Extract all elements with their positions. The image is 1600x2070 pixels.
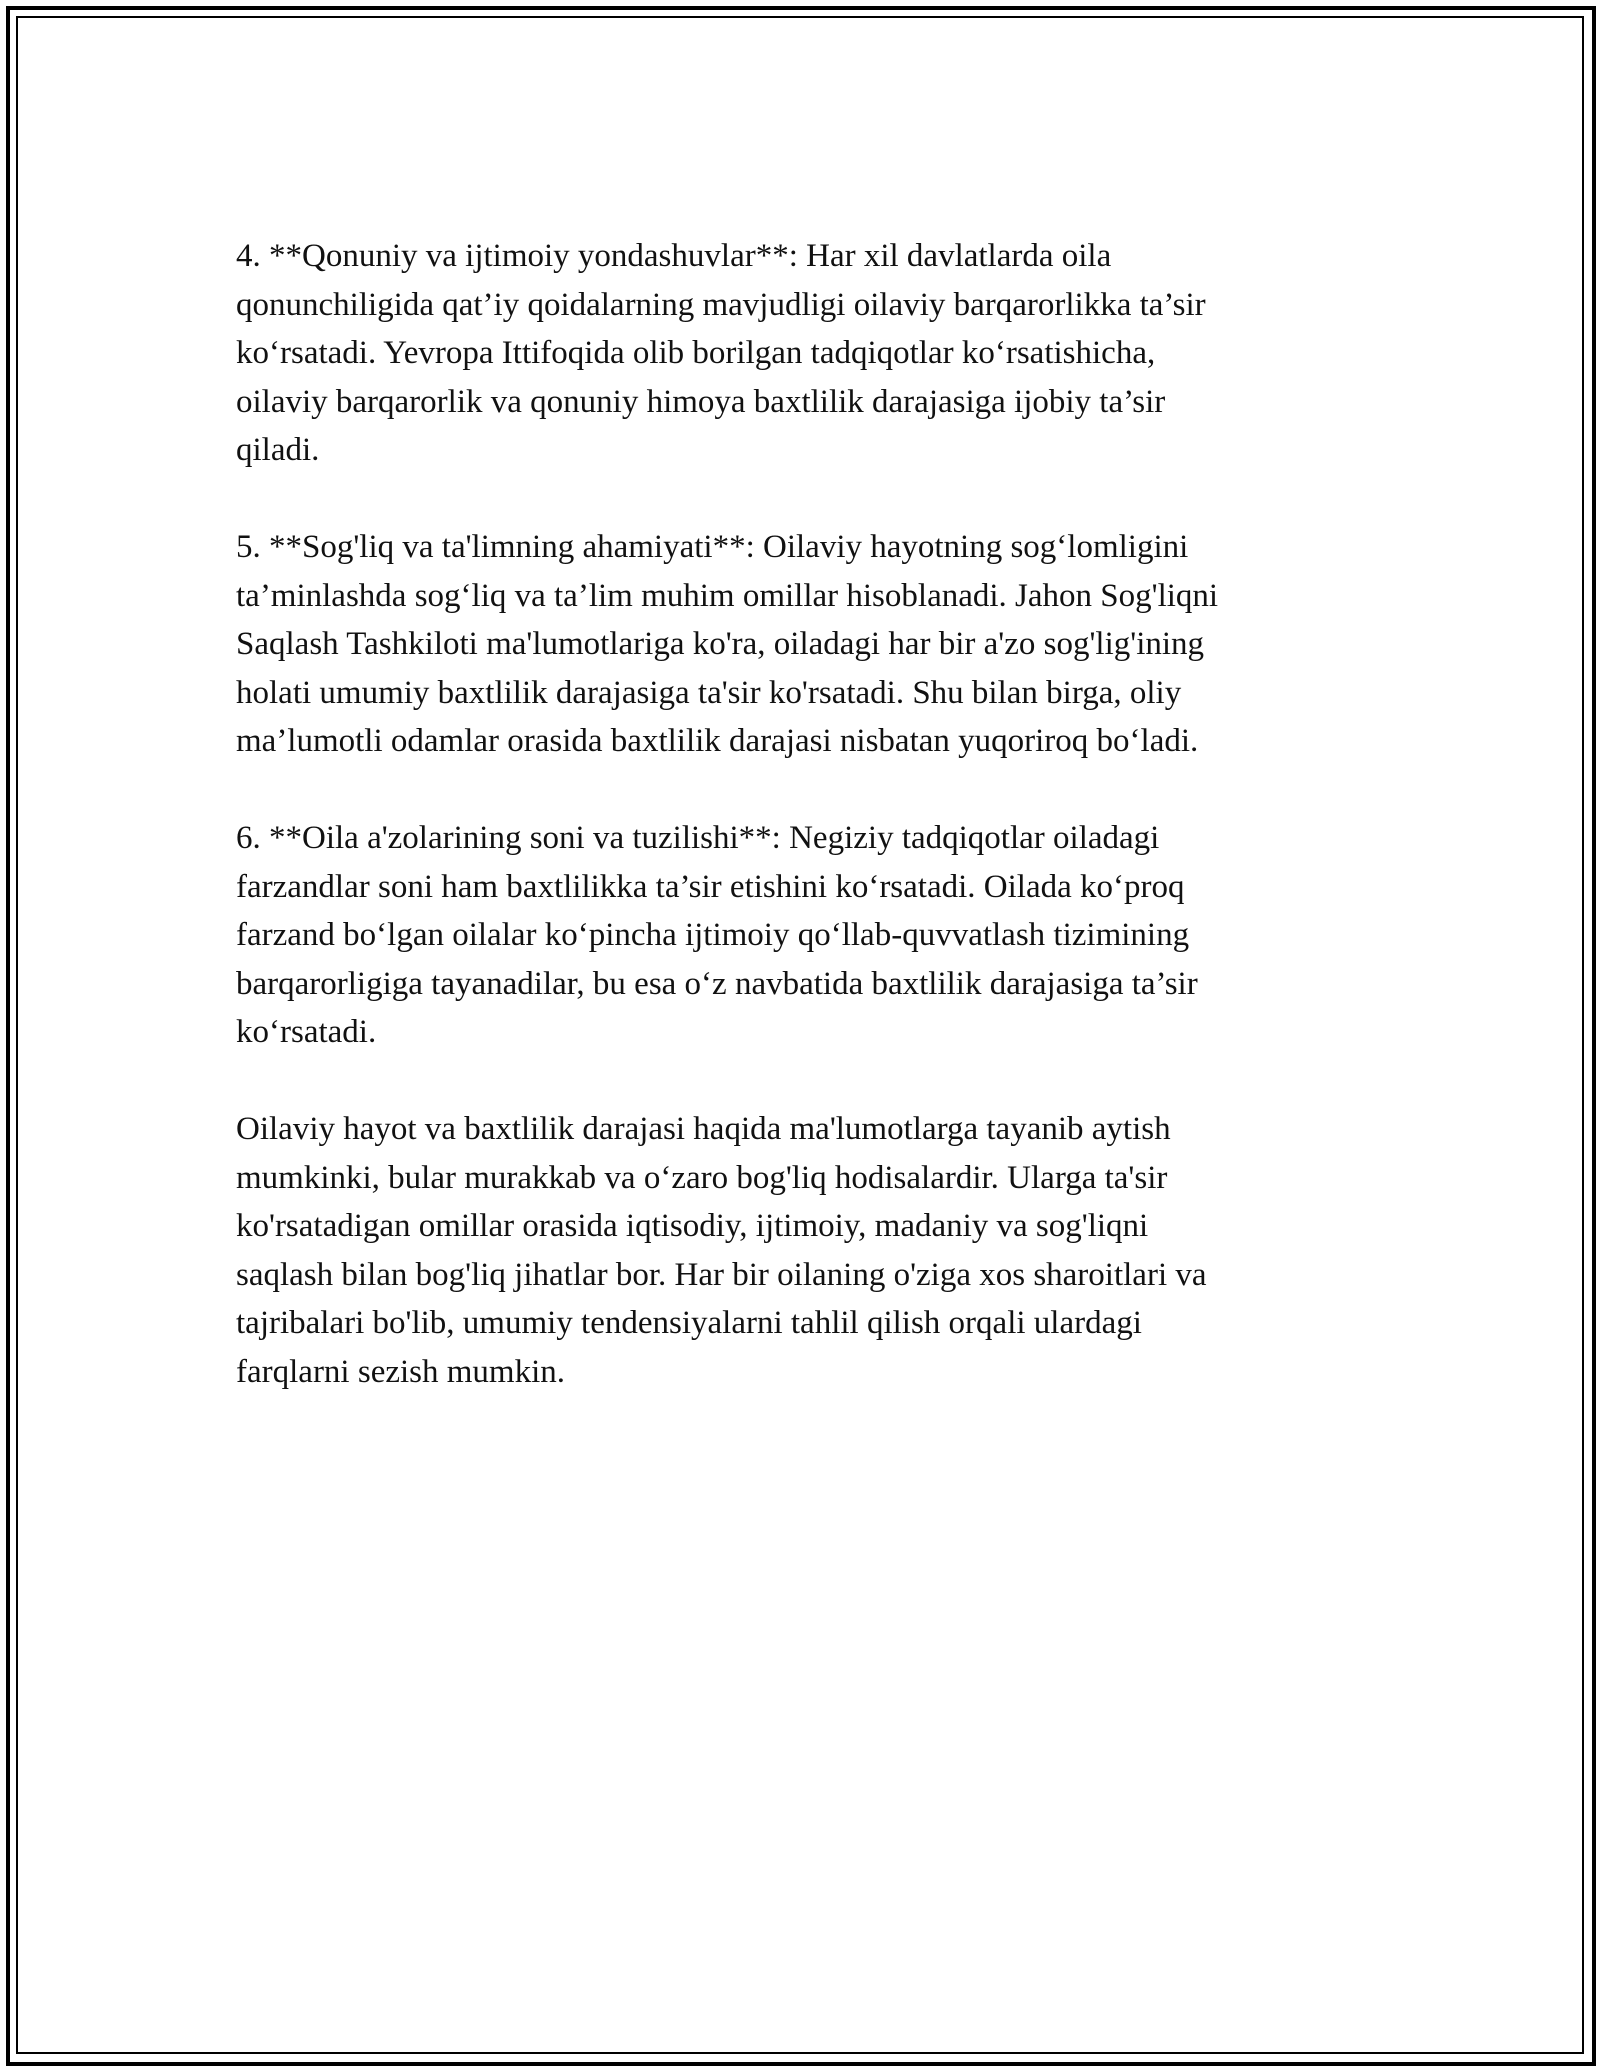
text-line: barqarorligiga tayanadilar, bu esa o‘z navbatida baxtlilik darajasiga ta’sir (236, 965, 1198, 1002)
text-line: Saqlash Tashkiloti ma'lumotlariga ko'ra, oiladagi har bir a'zo sog'lig'ining (236, 626, 1205, 662)
paragraph-conclusion (236, 1105, 1366, 1396)
paragraph-4-legal-social (236, 232, 1366, 475)
paragraph-5-health-education (236, 523, 1366, 766)
text-line: qonunchiligida qat’iy qoidalarning mavjudligi oilaviy barqarorlikka ta’sir (236, 286, 1206, 323)
text-line: ta’minlashda sog‘liq va ta’lim muhim omillar hisoblanadi. Jahon Sog'liqni (236, 577, 1219, 614)
text-line: 6. **Oila a'zolarining soni va tuzilishi**: Negiziy tadqiqotlar oiladagi (236, 820, 1160, 856)
text-line: farzandlar soni ham baxtlilikka ta’sir etishini ko‘rsatadi. Oilada ko‘proq (236, 868, 1185, 905)
text-line: ko‘rsatadi. (236, 1014, 377, 1050)
text-line: farqlarni sezish mumkin. (236, 1353, 566, 1390)
text-line: farzand bo‘lgan oilalar ko‘pincha ijtimoiy qo‘llab-quvvatlash tizimining (236, 917, 1190, 953)
text-line: Oilaviy hayot va baxtlilik darajasi haqida ma'lumotlarga tayanib aytish (236, 1111, 1171, 1147)
text-line: oilaviy barqarorlik va qonuniy himoya baxtlilik darajasiga ijobiy ta’sir (236, 383, 1166, 420)
text-line: qiladi. (236, 432, 320, 468)
text-line: saqlash bilan bog'liq jihatlar bor. Har bir oilaning o'ziga xos sharoitlari va (236, 1256, 1207, 1293)
text-line: ko'rsatadigan omillar orasida iqtisodiy, ijtimoiy, madaniy va sog'liqni (236, 1208, 1149, 1244)
text-line: holati umumiy baxtlilik darajasiga ta'sir ko'rsatadi. Shu bilan birga, oliy (236, 674, 1182, 711)
document-body (236, 232, 1366, 1445)
paragraph-6-family-size (236, 814, 1366, 1057)
text-line: 4. **Qonuniy va ijtimoiy yondashuvlar**: Har xil davlatlarda oila (236, 238, 1112, 274)
text-line: tajribalari bo'lib, umumiy tendensiyalarni tahlil qilish orqali ulardagi (236, 1305, 1142, 1341)
text-line: 5. **Sog'liq va ta'limning ahamiyati**: Oilaviy hayotning sog‘lomligini (236, 529, 1189, 565)
text-line: ko‘rsatadi. Yevropa Ittifoqida olib borilgan tadqiqotlar ko‘rsatishicha, (236, 335, 1156, 371)
text-line: ma’lumotli odamlar orasida baxtlilik darajasi nisbatan yuqoriroq bo‘ladi. (236, 723, 1199, 759)
text-line: mumkinki, bular murakkab va o‘zaro bog'liq hodisalardir. Ularga ta'sir (236, 1159, 1168, 1196)
